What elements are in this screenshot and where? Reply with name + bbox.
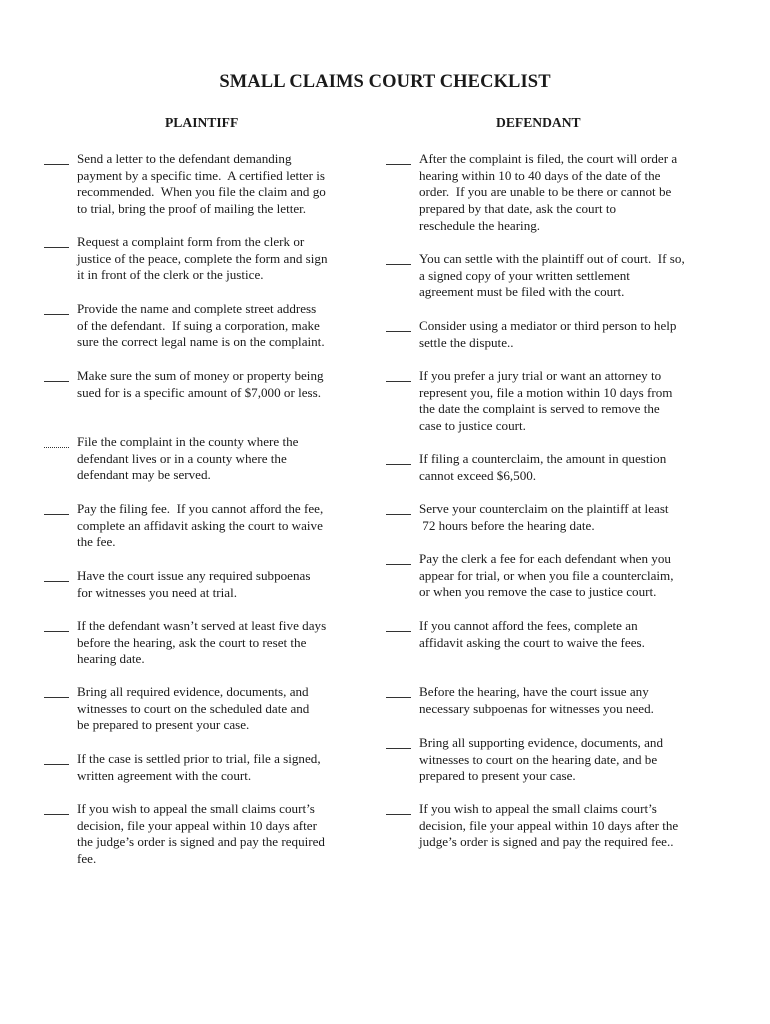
checkbox-blank[interactable] xyxy=(44,618,69,632)
checkbox-blank[interactable] xyxy=(44,434,69,448)
item-text: If the defendant wasn’t served at least five days before the hearing, ask the court to reset the hearing date. xyxy=(77,618,327,667)
item-text: Request a complaint form from the clerk or justice of the peace, complete the form and sign it in front of the clerk or the justice. xyxy=(77,234,328,283)
item-text: You can settle with the plaintiff out of court. If so, a signed copy of your written settlement agreement must be filed with the court. xyxy=(419,251,685,300)
item-text: Make sure the sum of money or property being sued for is a specific amount of $7,000 or less. xyxy=(77,368,324,400)
item-text: Have the court issue any required subpoenas for witnesses you need at trial. xyxy=(77,568,311,600)
checkbox-blank[interactable] xyxy=(386,251,411,265)
checkbox-blank[interactable] xyxy=(386,801,411,815)
item-text: If you wish to appeal the small claims court’s decision, file your appeal within 10 days after the judge’s order is signed and pay the required fee. xyxy=(77,801,325,867)
plaintiff-heading: PLAINTIFF xyxy=(165,115,239,130)
checkbox-blank[interactable] xyxy=(44,751,69,765)
item-text: Send a letter to the defendant demanding payment by a specific time. A certified letter is recommended. When you file the claim and go to trial, bring the proof of mailing the letter. xyxy=(77,151,326,217)
checkbox-blank[interactable] xyxy=(386,451,411,465)
item-text: Pay the filing fee. If you cannot afford the fee, complete an affidavit asking the court to waive the fee. xyxy=(77,501,324,550)
item-text: If you cannot afford the fees, complete an affidavit asking the court to waive the fees. xyxy=(419,618,645,650)
item-text: If you wish to appeal the small claims court’s decision, file your appeal within 10 days after the judge’s order is signed and pay the required fee.. xyxy=(419,801,679,850)
checkbox-blank[interactable] xyxy=(44,568,69,582)
item-text: Bring all required evidence, documents, and witnesses to court on the scheduled date and be prepared to present your case. xyxy=(77,684,310,733)
checkbox-blank[interactable] xyxy=(386,501,411,515)
item-text: Provide the name and complete street address of the defendant. If suing a corporation, make sure the correct legal name is on the complaint. xyxy=(77,301,325,350)
item-text: Consider using a mediator or third person to help settle the dispute.. xyxy=(419,318,677,350)
checkbox-blank[interactable] xyxy=(386,368,411,382)
checkbox-blank[interactable] xyxy=(386,618,411,632)
checkbox-blank[interactable] xyxy=(386,318,411,332)
checkbox-blank[interactable] xyxy=(44,301,69,315)
item-text: If filing a counterclaim, the amount in question cannot exceed $6,500. xyxy=(419,451,667,483)
page-title: SMALL CLAIMS COURT CHECKLIST xyxy=(219,72,551,92)
item-text: Pay the clerk a fee for each defendant when you appear for trial, or when you file a counterclaim, or when you remove the case to justice court. xyxy=(419,551,674,600)
checkbox-blank[interactable] xyxy=(44,684,69,698)
checkbox-blank[interactable] xyxy=(44,234,69,248)
item-text: If the case is settled prior to trial, file a signed, written agreement with the court. xyxy=(77,751,321,783)
item-text: After the complaint is filed, the court will order a hearing within 10 to 40 days of the date of the order. If you are unable to be there or cannot be prepared by that date, ask the court to reschedule the hearing. xyxy=(419,151,678,233)
checkbox-blank[interactable] xyxy=(44,501,69,515)
item-text: Before the hearing, have the court issue any necessary subpoenas for witnesses you need. xyxy=(419,684,654,716)
checkbox-blank[interactable] xyxy=(44,368,69,382)
item-text: If you prefer a jury trial or want an attorney to represent you, file a motion within 10 days from the date the complaint is served to remove the case to justice court. xyxy=(419,368,673,434)
checkbox-blank[interactable] xyxy=(386,735,411,749)
checkbox-blank[interactable] xyxy=(386,151,411,165)
item-text: File the complaint in the county where the defendant lives or in a county where the defendant may be served. xyxy=(77,434,299,483)
item-text: Serve your counterclaim on the plaintiff at least 72 hours before the hearing date. xyxy=(419,501,669,533)
checkbox-blank[interactable] xyxy=(44,801,69,815)
checkbox-blank[interactable] xyxy=(386,684,411,698)
item-text: Bring all supporting evidence, documents, and witnesses to court on the hearing date, and be prepared to present your case. xyxy=(419,735,663,784)
defendant-heading: DEFENDANT xyxy=(496,115,581,130)
checkbox-blank[interactable] xyxy=(44,151,69,165)
checkbox-blank[interactable] xyxy=(386,551,411,565)
